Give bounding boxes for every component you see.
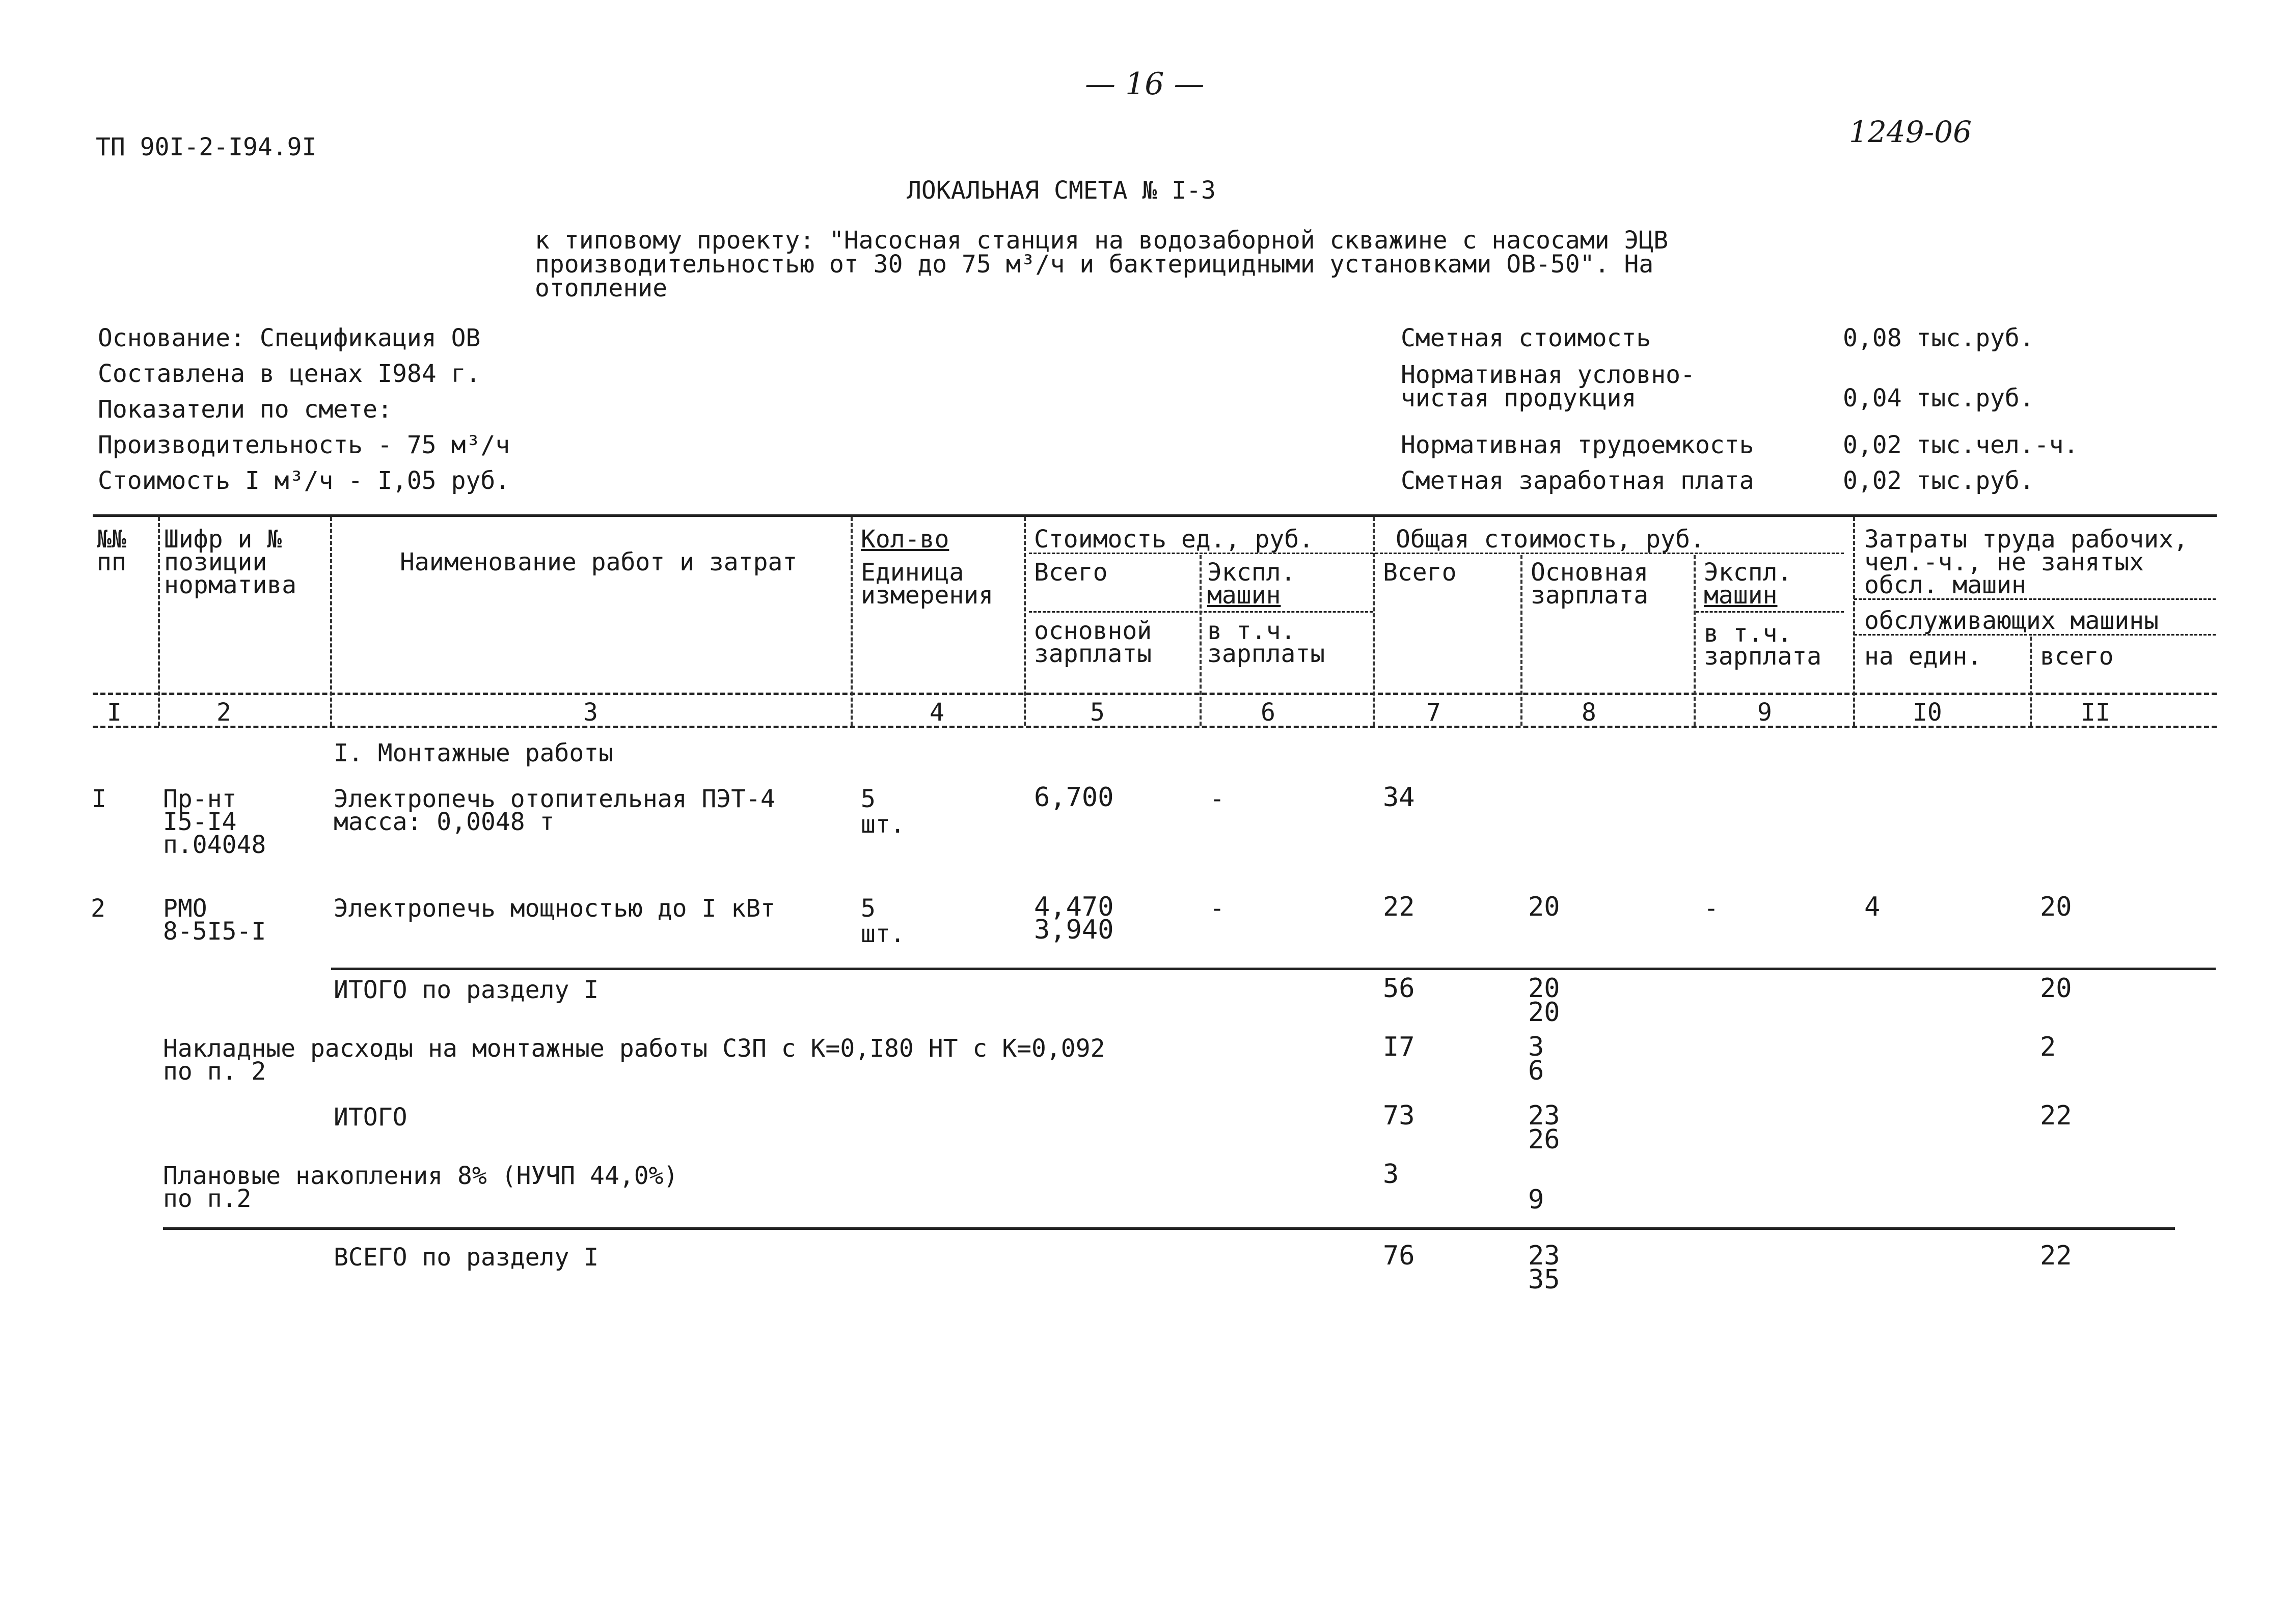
header-num: №№: [97, 525, 126, 554]
table-row-name: Электропечь отопительная ПЭТ-4: [334, 785, 775, 813]
header-c5: зарплаты: [1034, 640, 1152, 668]
summary-label: чистая продукция: [1401, 384, 1637, 412]
header-name: Наименование работ и затрат: [400, 548, 798, 576]
col-number: I0: [1913, 698, 1942, 727]
col-separator: [851, 517, 853, 726]
table-row-c5: 4,470: [1034, 892, 1114, 922]
subtotal-label: ИТОГО: [334, 1103, 407, 1132]
table-top-rule: [93, 514, 2217, 517]
subtotal-c8: 26: [1528, 1124, 1560, 1155]
grand-total-c7: 76: [1383, 1241, 1415, 1271]
col-separator: [2030, 637, 2032, 726]
table-row-c11: 20: [2040, 892, 2072, 922]
table-row-code: Пр-нт: [163, 785, 237, 813]
accumulation-label: Плановые накопления 8% (НУЧП 44,0%): [163, 1162, 678, 1190]
accumulation-c7: 3: [1383, 1159, 1399, 1190]
table-row-c5: 6,700: [1034, 782, 1114, 813]
overhead-c7: I7: [1383, 1032, 1415, 1062]
header-c9: зарплата: [1704, 642, 1822, 671]
header-c8: Основная: [1531, 558, 1649, 587]
header-qty: Кол-во: [861, 525, 949, 554]
subtitle-line-1: к типовому проекту: "Насосная станция на водозаборной скважине с насосами ЭЦВ: [535, 226, 1669, 255]
header-labor: обсл. машин: [1864, 571, 2026, 599]
subtitle-line-2: производительностью от 30 до 75 м³/ч и бактерицидными установками ОВ-50". На: [535, 250, 1654, 279]
grand-total-rule: [163, 1227, 2175, 1230]
overhead-label: Накладные расходы на монтажные работы СЗП с К=0,I80 НТ с К=0,092: [163, 1034, 1105, 1063]
grand-total-c8: 35: [1528, 1264, 1560, 1295]
summary-value: 0,04 тыс.руб.: [1843, 384, 2034, 412]
header-total-cost: Общая стоимость, руб.: [1396, 525, 1705, 554]
header-labor-machines: обслуживающих машины: [1864, 607, 2159, 635]
summary-label: Сметная стоимость: [1401, 324, 1651, 352]
table-row-name: масса: 0,0048 т: [334, 808, 555, 836]
table-row-c5: 3,940: [1034, 915, 1114, 945]
summary-label: Сметная заработная плата: [1401, 466, 1754, 495]
col-separator: [1373, 517, 1375, 726]
col-separator: [158, 517, 160, 726]
subtotal-c8: 23: [1528, 1100, 1560, 1131]
accumulation-c8: 9: [1528, 1185, 1544, 1215]
header-code: позиции: [164, 548, 267, 576]
table-row-c6: -: [1210, 894, 1224, 923]
header-c10: на един.: [1864, 642, 1982, 671]
summary-label: Нормативная условно-: [1401, 361, 1695, 389]
table-row-qty: шт.: [861, 920, 905, 948]
overhead-c8: 3: [1528, 1032, 1544, 1062]
total-c7: 56: [1383, 973, 1415, 1004]
basis-line: Показатели по смете:: [98, 395, 392, 424]
header-unit: измерения: [861, 581, 994, 610]
table-row-number: I: [92, 785, 106, 813]
page-number: — 16 —: [1085, 66, 1205, 102]
total-label: ИТОГО по разделу I: [334, 976, 599, 1004]
table-row-qty: 5: [861, 785, 876, 813]
basis-line: Стоимость I м³/ч - I,05 руб.: [98, 466, 510, 495]
table-row-c8: 20: [1528, 892, 1560, 922]
subtotal-c11: 22: [2040, 1100, 2072, 1131]
col-separator: [330, 517, 332, 726]
col-number: II: [2081, 698, 2110, 727]
subtitle-line-3: отопление: [535, 274, 668, 302]
summary-value: 0,02 тыс.руб.: [1843, 466, 2034, 495]
grand-total-c8: 23: [1528, 1241, 1560, 1271]
col-separator: [1200, 555, 1202, 726]
table-row-code: РМО: [163, 894, 207, 923]
col-number: 8: [1582, 698, 1596, 727]
basis-line: Составлена в ценах I984 г.: [98, 360, 481, 388]
table-row-name: Электропечь мощностью до I кВт: [334, 894, 775, 923]
col-number: I: [107, 698, 122, 727]
header-c9: Экспл.: [1704, 558, 1792, 587]
header-unit: Единица: [861, 558, 964, 587]
subtotal-c7: 73: [1383, 1100, 1415, 1131]
col-number: 2: [216, 698, 231, 727]
table-row-c10: 4: [1864, 892, 1881, 922]
table-row-qty: шт.: [861, 810, 905, 839]
total-c8: 20: [1528, 997, 1560, 1028]
table-row-qty: 5: [861, 894, 876, 923]
col-number: 4: [930, 698, 944, 727]
header-c5: Всего: [1034, 558, 1108, 587]
col-number-bottom-rule: [93, 726, 2217, 728]
col-separator: [1024, 517, 1026, 726]
header-labor: чел.-ч., не занятых: [1864, 548, 2144, 576]
header-num: пп: [97, 548, 126, 576]
table-row-c7: 34: [1383, 782, 1415, 813]
header-unit-cost: Стоимость ед., руб.: [1034, 525, 1314, 554]
archive-stamp: 1249-06: [1849, 115, 1972, 149]
table-row-code: 8-5I5-I: [163, 917, 266, 946]
summary-value: 0,08 тыс.руб.: [1843, 324, 2034, 352]
overhead-c8: 6: [1528, 1056, 1544, 1086]
table-row-c9: -: [1704, 894, 1719, 923]
header-c6: Экспл.: [1207, 558, 1296, 587]
overhead-c11: 2: [2040, 1032, 2056, 1062]
basis-line: Производительность - 75 м³/ч: [98, 431, 510, 459]
col-separator: [1853, 517, 1855, 726]
header-code: Шифр и №: [164, 525, 282, 554]
header-c9: машин: [1704, 581, 1778, 610]
header-c7: Всего: [1383, 558, 1457, 587]
overhead-label: по п. 2: [163, 1057, 266, 1086]
header-labor: Затраты труда рабочих,: [1864, 525, 2188, 554]
header-sub-rule: [1696, 611, 1844, 613]
header-c6: в т.ч.: [1207, 617, 1296, 645]
grand-total-label: ВСЕГО по разделу I: [334, 1243, 599, 1272]
header-c8: зарплата: [1531, 581, 1649, 610]
col-separator: [1520, 555, 1522, 726]
table-row-c6: -: [1210, 785, 1224, 813]
table-row-code: п.04048: [163, 831, 266, 859]
table-row-code: I5-I4: [163, 808, 237, 836]
header-c11: всего: [2040, 642, 2114, 671]
header-c5: основной: [1034, 617, 1152, 645]
section-title: I. Монтажные работы: [334, 739, 614, 767]
document-title: ЛОКАЛЬНАЯ СМЕТА № I-3: [907, 176, 1216, 205]
header-code: норматива: [164, 571, 297, 599]
table-row-c7: 22: [1383, 892, 1415, 922]
col-number: 7: [1426, 698, 1441, 727]
total-c11: 20: [2040, 973, 2072, 1004]
col-number: 3: [583, 698, 598, 727]
col-number: 9: [1757, 698, 1772, 727]
basis-line: Основание: Спецификация ОВ: [98, 324, 481, 352]
table-row-number: 2: [91, 894, 105, 923]
header-c9: в т.ч.: [1704, 619, 1792, 648]
col-separator: [1694, 555, 1696, 726]
summary-label: Нормативная трудоемкость: [1401, 431, 1754, 459]
total-c8: 20: [1528, 973, 1560, 1004]
document-code: ТП 90I-2-I94.9I: [96, 133, 317, 161]
section-total-rule: [331, 968, 2216, 970]
header-c6: машин: [1207, 581, 1281, 610]
grand-total-c11: 22: [2040, 1241, 2072, 1271]
header-c6: зарплаты: [1207, 640, 1325, 668]
summary-value: 0,02 тыс.чел.-ч.: [1843, 431, 2079, 459]
table-header-bottom-rule: [93, 693, 2217, 695]
col-number: 6: [1261, 698, 1275, 727]
accumulation-label: по п.2: [163, 1185, 252, 1213]
col-number: 5: [1090, 698, 1105, 727]
